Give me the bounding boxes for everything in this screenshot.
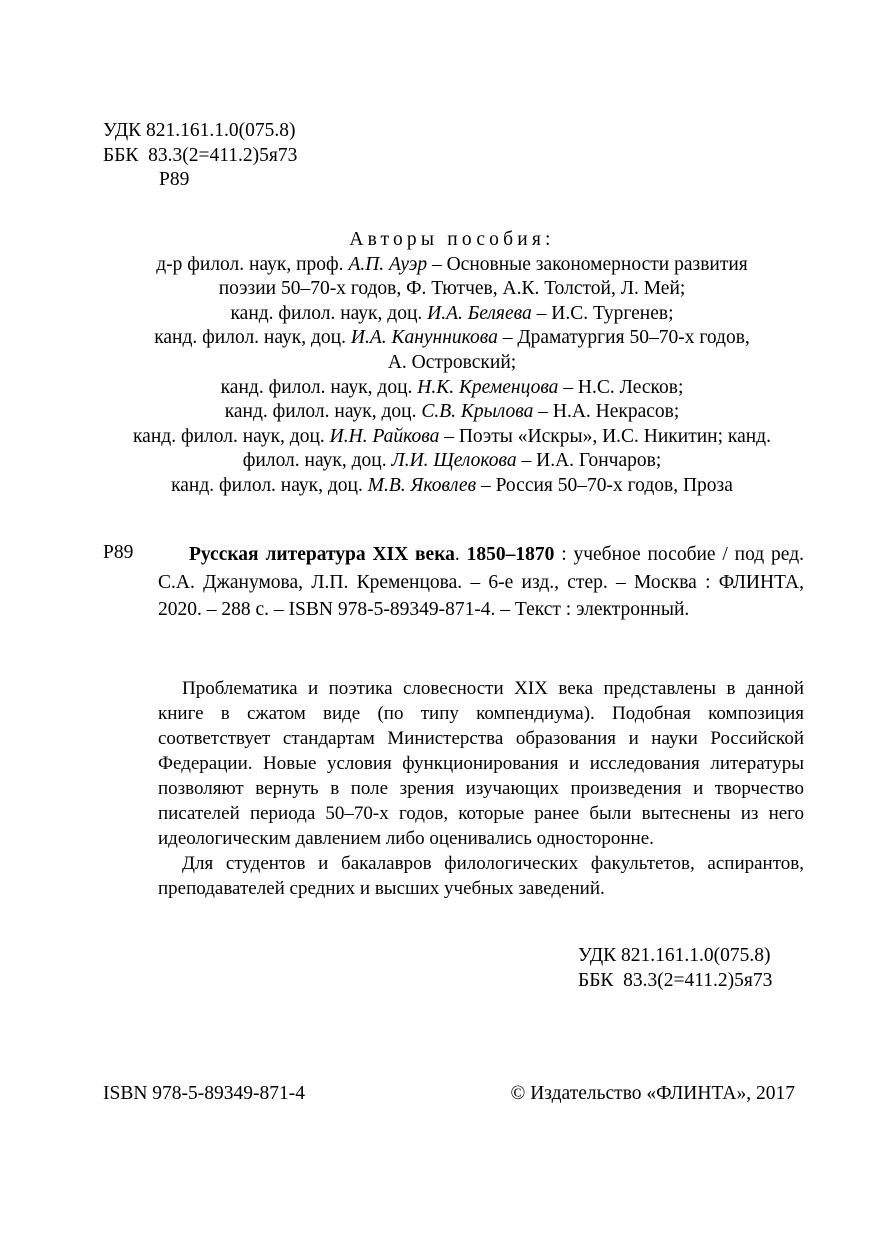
author-line	[100, 425, 804, 450]
copyright: © Издательство «ФЛИНТА», 2017	[510, 1083, 795, 1104]
author-line-text: канд. филол. наук, доц.	[220, 376, 418, 398]
bibliographic-details: : учебное пособие / под ред. С.А. Джанумова, Л.П. Кременцова. – 6-е изд., стер. – Москва : ФЛИНТА, 2020. – 288 с. – ISBN 978-5-89349-871-4. – Текст : электронный.	[158, 544, 804, 621]
author-line-text: – Поэты «Искры», И.С. Никитин; канд.	[439, 425, 771, 447]
bibliographic-record	[158, 541, 804, 624]
author-line-text: – Драматургия 50–70-х годов,	[497, 327, 750, 349]
author-name: И.Н. Райкова	[329, 425, 440, 447]
author-line	[100, 302, 804, 327]
bbk-code: ББК 83.3(2=411.2)5я73	[103, 144, 298, 166]
author-name: А.П. Ауэр	[348, 253, 428, 275]
authors-list	[100, 253, 804, 499]
author-name: И.А. Канунникова	[350, 327, 498, 349]
author-line-text: – Н.С. Лесков;	[558, 376, 684, 398]
author-name: Л.И. Щелокова	[391, 450, 517, 472]
title-separator: .	[454, 544, 467, 565]
author-name: Н.К. Кременцова	[417, 376, 559, 398]
author-name: М.В. Яковлев	[367, 474, 477, 496]
author-name: С.В. Крылова	[421, 401, 534, 423]
audience-paragraph: Для студентов и бакалавров филологических факультетов, аспирантов, преподавателей средних и высших учебных заведений.	[158, 853, 804, 899]
bibliography-code: Р89	[103, 542, 134, 563]
book-title: Русская литература XIX века	[189, 544, 455, 565]
author-line-text: – Н.А. Некрасов;	[533, 401, 680, 423]
author-line	[100, 449, 804, 474]
bbk-code-bottom: ББК 83.3(2=411.2)5я73	[578, 969, 773, 991]
author-line-text: канд. филол. наук, доц.	[230, 302, 428, 324]
author-line	[100, 474, 804, 499]
author-line-text: филол. наук, доц.	[242, 450, 392, 472]
authors-block	[100, 228, 804, 499]
author-mark: Р89	[159, 169, 190, 191]
author-line	[100, 400, 804, 425]
author-line-text: – Россия 50–70-х годов, Проза	[476, 474, 733, 496]
author-line-text: поэзии 50–70-х годов, Ф. Тютчев, А.К. Толстой, Л. Мей;	[218, 278, 686, 300]
author-line	[100, 351, 804, 376]
author-line	[100, 326, 804, 351]
author-line-text: – Основные закономерности развития	[427, 253, 748, 275]
annotation	[158, 676, 804, 901]
author-line	[100, 253, 804, 278]
author-name: И.А. Беляева	[427, 302, 532, 324]
author-line-text: канд. филол. наук, доц.	[224, 401, 422, 423]
header-classification-codes	[103, 119, 297, 193]
annotation-paragraph: Проблематика и поэтика словесности XIX века представлены в данной книге в сжатом виде (по типу компендиума). Подобная композиция соответствует стандартам Министерства образования и науки Российской Федерации. Новые условия функционирования и исследования литературы позволяют вернуть в поле зрения изучающих произведения и творчество писателей периода 50–70-х годов, которые ранее были вытеснены из него идеологическим давлением либо оценивались односторонне.	[158, 678, 804, 849]
footer-classification-codes	[578, 944, 772, 993]
author-line-text: – И.А. Гончаров;	[516, 450, 662, 472]
author-line-text: канд. филол. наук, доц.	[171, 474, 368, 496]
isbn: ISBN 978-5-89349-871-4	[103, 1083, 306, 1104]
authors-heading: Авторы пособия:	[349, 229, 555, 250]
udk-code: УДК 821.161.1.0(075.8)	[103, 120, 296, 141]
author-line-text: д-р филол. наук, проф.	[156, 253, 349, 275]
author-line	[100, 277, 804, 302]
author-line-text: канд. филол. наук, доц.	[154, 327, 351, 349]
author-line	[100, 376, 804, 401]
author-line-text: – И.С. Тургенев;	[531, 302, 674, 324]
book-years: 1850–1870	[466, 544, 555, 565]
author-line-text: А. Островский;	[387, 351, 517, 373]
author-line-text: канд. филол. наук, доц.	[133, 425, 330, 447]
udk-code-bottom: УДК 821.161.1.0(075.8)	[578, 945, 771, 966]
